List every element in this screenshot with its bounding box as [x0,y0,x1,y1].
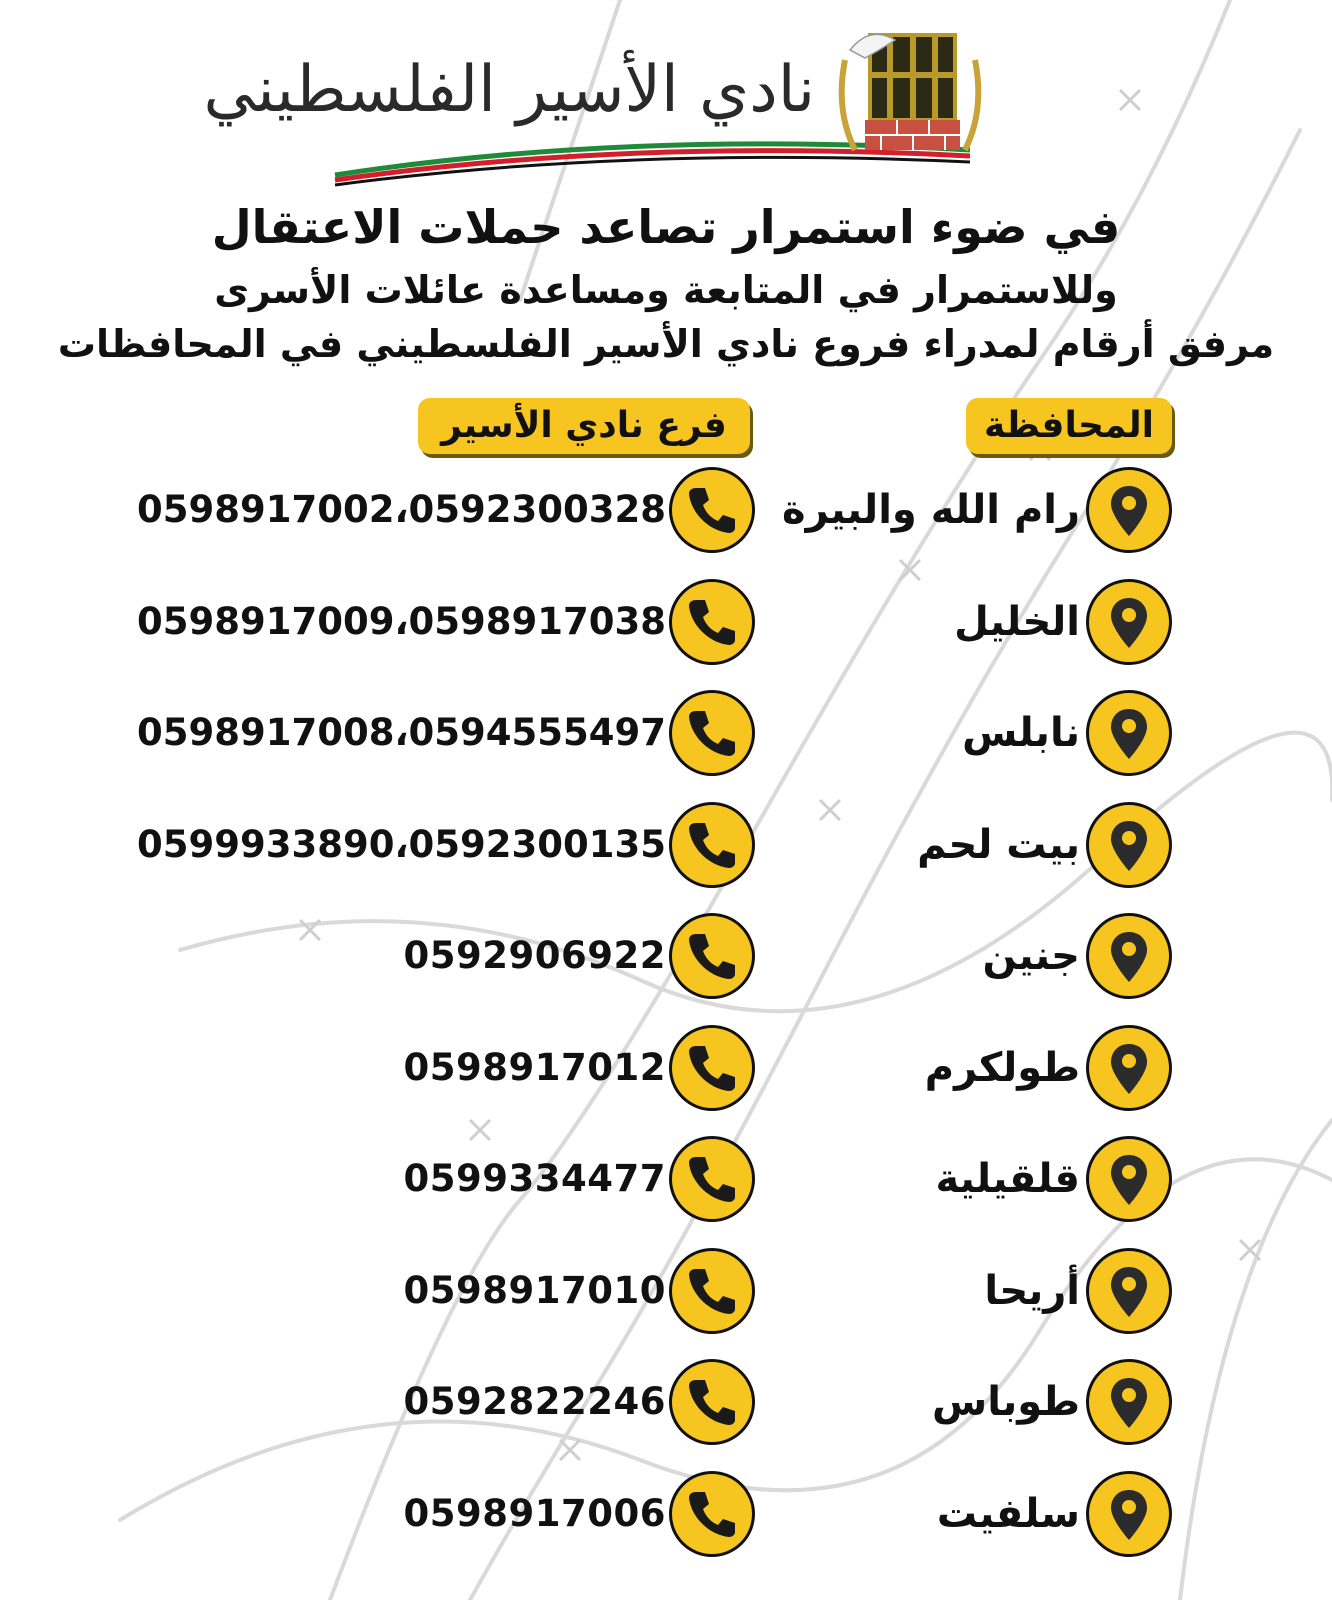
map-pin-icon [1086,690,1172,776]
phone-icon[interactable] [669,913,755,999]
phone-numbers[interactable]: 0598917010 [403,1269,666,1312]
phone-numbers[interactable]: 0598917002،0592300328 [137,488,666,531]
governorate-name: نابلس [962,710,1080,756]
governorate-name: الخليل [954,599,1080,645]
headline-tertiary: مرفق أرقام لمدراء فروع نادي الأسير الفلسطيني في المحافظات [57,322,1275,366]
list-item [0,460,1332,560]
map-pin-icon [1086,1359,1172,1445]
list-item [0,572,1332,672]
list-item [0,1352,1332,1452]
map-pin-icon [1086,1471,1172,1557]
governorate-name: رام الله والبيرة [782,487,1080,533]
column-header-governorate: المحافظة [966,398,1172,454]
governorate-name: بيت لحم [917,822,1080,868]
list-item [0,1464,1332,1564]
governorate-name: طوباس [932,1379,1080,1425]
map-pin-icon [1086,1248,1172,1334]
map-pin-icon [1086,913,1172,999]
list-item [0,1018,1332,1118]
phone-icon[interactable] [669,1359,755,1445]
list-item [0,906,1332,1006]
list-item [0,1129,1332,1229]
phone-icon[interactable] [669,802,755,888]
map-pin-icon [1086,1025,1172,1111]
map-pin-icon [1086,579,1172,665]
phone-icon[interactable] [669,1025,755,1111]
phone-icon[interactable] [669,1471,755,1557]
phone-numbers[interactable]: 0599933890،0592300135 [137,823,666,866]
phone-icon[interactable] [669,1248,755,1334]
phone-numbers[interactable]: 0598917006 [403,1492,666,1535]
phone-numbers[interactable]: 0598917009،0598917038 [137,600,666,643]
column-header-branch: فرع نادي الأسير [418,398,750,454]
phone-numbers[interactable]: 0592906922 [403,934,666,977]
map-pin-icon [1086,1136,1172,1222]
governorate-name: أريحا [984,1268,1080,1314]
prisoner-club-emblem [835,20,985,165]
phone-icon[interactable] [669,467,755,553]
phone-numbers[interactable]: 0598917012 [403,1046,666,1089]
phone-numbers[interactable]: 0592822246 [403,1380,666,1423]
governorate-name: سلفيت [936,1491,1080,1537]
headline-secondary: وللاستمرار في المتابعة ومساعدة عائلات الأسرى [214,268,1118,312]
governorate-name: طولكرم [924,1045,1080,1091]
list-item [0,1241,1332,1341]
phone-numbers[interactable]: 0599334477 [403,1157,666,1200]
header-logo [0,10,1332,200]
governorate-name: قلقيلية [935,1156,1080,1202]
logo-title: نادي الأسير الفلسطيني [203,53,815,127]
phone-numbers[interactable]: 0598917008،0594555497 [137,711,666,754]
list-item [0,683,1332,783]
phone-icon[interactable] [669,1136,755,1222]
phone-icon[interactable] [669,690,755,776]
governorate-name: جنين [982,933,1080,979]
list-item [0,795,1332,895]
headline-primary: في ضوء استمرار تصاعد حملات الاعتقال [211,200,1121,254]
map-pin-icon [1086,802,1172,888]
phone-icon[interactable] [669,579,755,665]
map-pin-icon [1086,467,1172,553]
